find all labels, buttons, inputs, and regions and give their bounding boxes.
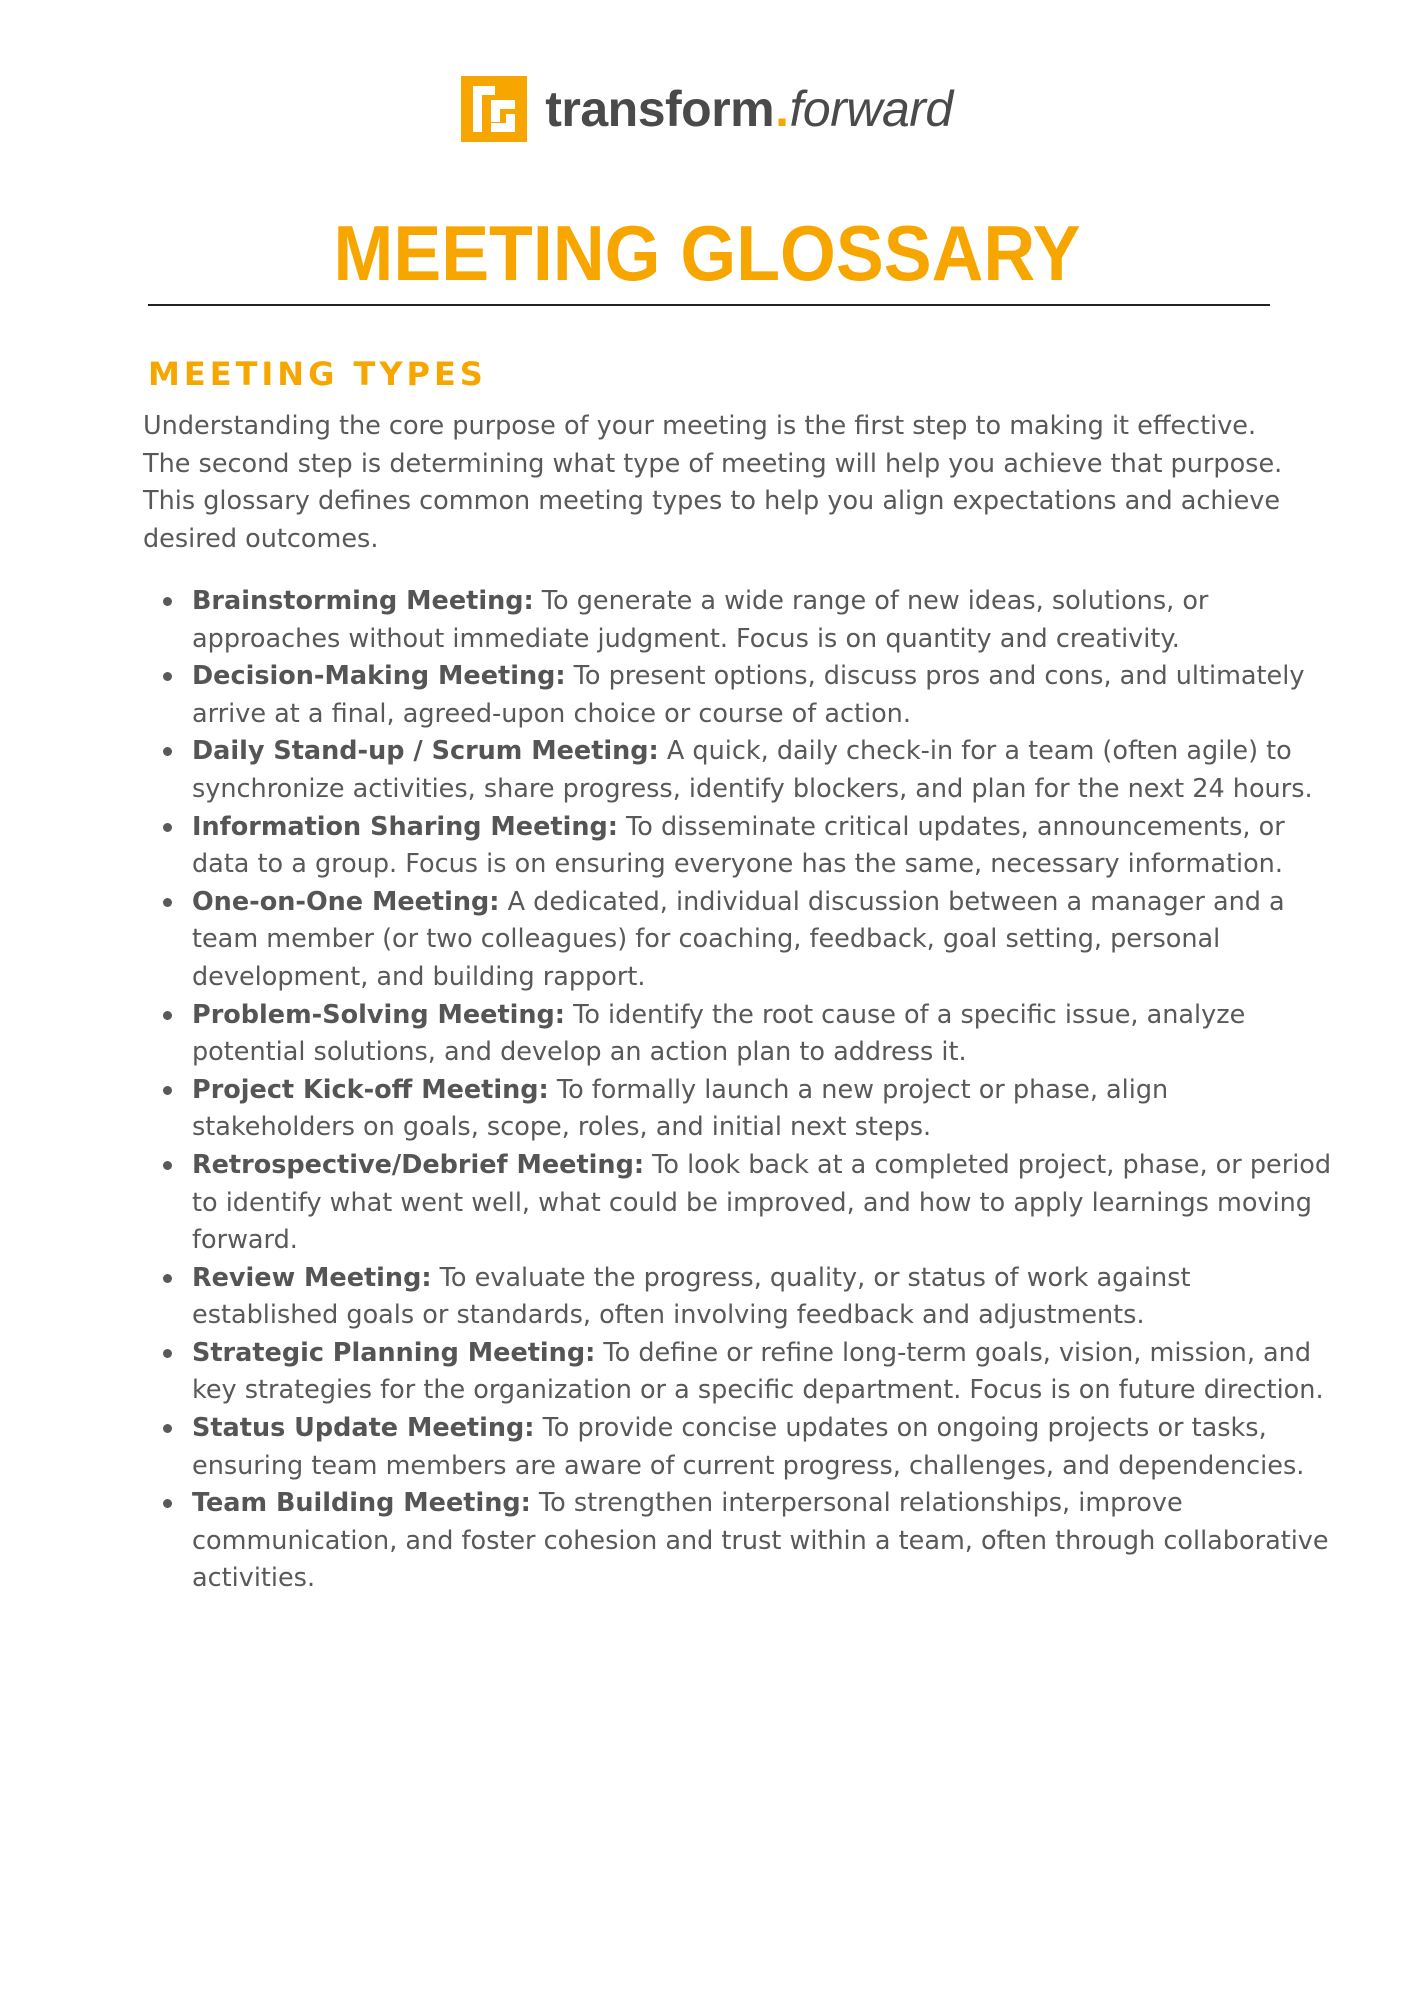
glossary-definition: A quick, daily check-in for a team (often agile) to synchronize activities, share progress, identify blockers, and plan for the next 24 hours.: [192, 736, 1313, 804]
brand-name-part2: forward: [789, 81, 953, 137]
bullet-icon: [163, 823, 172, 832]
bullet-icon: [163, 1499, 172, 1508]
glossary-definition: To present options, discuss pros and cons, and ultimately arrive at a final, agreed-upon choice or course of action.: [192, 661, 1305, 729]
bullet-icon: [163, 1086, 172, 1095]
glossary-term: One-on-One Meeting:: [192, 886, 500, 917]
glossary-term: Strategic Planning Meeting:: [192, 1337, 596, 1368]
bullet-icon: [163, 597, 172, 606]
glossary-term: Decision-Making Meeting:: [192, 661, 566, 692]
glossary-item: [192, 1410, 1332, 1485]
glossary-item: [192, 997, 1332, 1072]
brand-wordmark: [545, 80, 953, 138]
bullet-icon: [163, 1011, 172, 1020]
page-title: MEETING GLOSSARY: [333, 209, 1081, 297]
glossary-item: [192, 1072, 1332, 1147]
brand-logo: [0, 76, 1414, 142]
title-divider: [148, 304, 1270, 306]
glossary-term: Brainstorming Meeting:: [192, 586, 534, 616]
glossary-list: [150, 583, 1332, 1598]
glossary-item: [192, 1485, 1332, 1598]
brand-name-dot: .: [775, 81, 789, 137]
bullet-icon: [163, 672, 172, 681]
glossary-term: Review Meeting:: [192, 1262, 432, 1293]
bullet-icon: [163, 1349, 172, 1358]
glossary-item: [192, 1335, 1332, 1410]
glossary-term: Daily Stand-up / Scrum Meeting:: [192, 736, 659, 767]
brand-name-part1: transform: [545, 81, 775, 137]
transform-forward-logo-icon: [461, 76, 527, 142]
intro-paragraph: Understanding the core purpose of your meeting is the first step to making it effective. The second step is determining what type of meeting will help you achieve that purpose. This glossary defines common meeting types to help you align expectations and achieve desired outcomes.: [143, 411, 1283, 554]
glossary-definition: To define or refine long-term goals, vision, mission, and key strategies for the organization or a specific department. Focus is on future direction.: [192, 1337, 1324, 1406]
glossary-definition: To identify the root cause of a specific issue, analyze potential solutions, and develop an action plan to address it.: [192, 999, 1246, 1068]
glossary-term: Team Building Meeting:: [192, 1488, 531, 1519]
glossary-definition: To disseminate critical updates, announcements, or data to a group. Focus is on ensuring everyone has the same, necessary information.: [192, 811, 1285, 880]
glossary-definition: A dedicated, individual discussion between a manager and a team member (or two colleagues) for coaching, feedback, goal setting, personal development, and building rapport.: [192, 886, 1285, 992]
glossary-definition: To look back at a completed project, phase, or period to identify what went well, what could be improved, and how to apply learnings moving forward.: [192, 1149, 1332, 1256]
glossary-definition: To provide concise updates on ongoing projects or tasks, ensuring team members are aware of current progress, challenges, and dependencies.: [192, 1413, 1305, 1481]
bullet-icon: [163, 747, 172, 756]
glossary-term: Retrospective/Debrief Meeting:: [192, 1149, 645, 1180]
glossary-item: [192, 733, 1332, 808]
bullet-icon: [163, 1161, 172, 1170]
glossary-term: Status Update Meeting:: [192, 1413, 535, 1444]
glossary-term: Problem-Solving Meeting:: [192, 999, 565, 1030]
glossary-definition: To generate a wide range of new ideas, solutions, or approaches without immediate judgment. Focus is on quantity and creativity.: [192, 586, 1209, 654]
glossary-term: Project Kick-off Meeting:: [192, 1074, 549, 1105]
glossary-definition: To strengthen interpersonal relationships, improve communication, and foster cohesion and trust within a team, often through collaborative activities.: [192, 1488, 1329, 1594]
bullet-icon: [163, 1274, 172, 1283]
section-heading: MEETING TYPES: [148, 355, 487, 393]
glossary-item: [192, 809, 1332, 884]
glossary-term: Information Sharing Meeting:: [192, 811, 618, 842]
glossary-item: [192, 583, 1332, 658]
glossary-definition: To formally launch a new project or phase, align stakeholders on goals, scope, roles, and initial next steps.: [192, 1074, 1169, 1143]
glossary-item: [192, 658, 1332, 733]
glossary-definition: To evaluate the progress, quality, or status of work against established goals or standards, often involving feedback and adjustments.: [192, 1262, 1191, 1331]
glossary-item: [192, 884, 1332, 997]
bullet-icon: [163, 1424, 172, 1433]
glossary-item: [192, 1260, 1332, 1335]
bullet-icon: [163, 898, 172, 907]
glossary-item: [192, 1147, 1332, 1260]
